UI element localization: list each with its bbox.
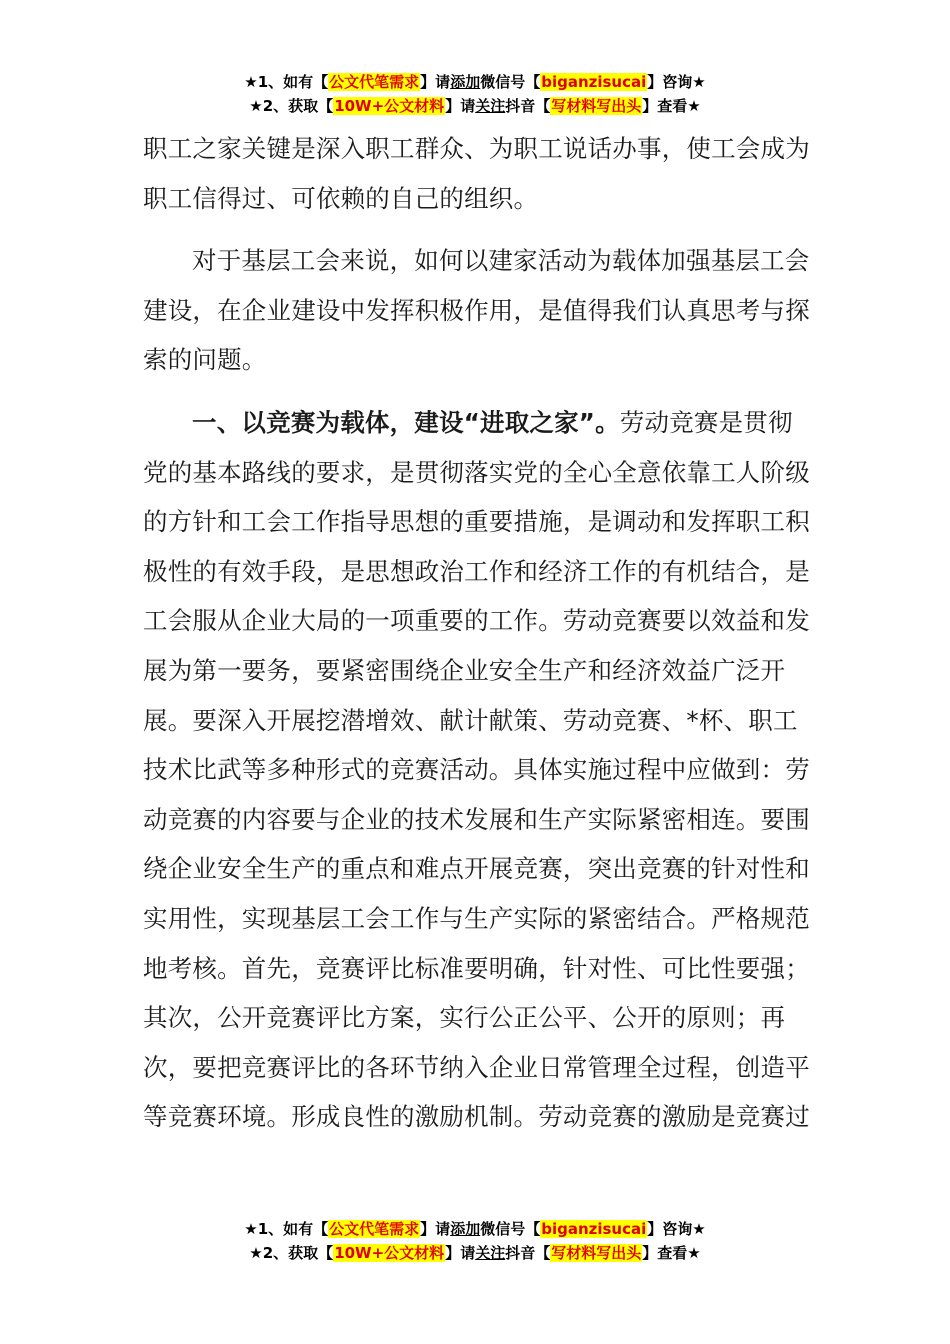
- document-body: [143, 124, 815, 1142]
- highlight-wechat-id: biganzisucai: [541, 73, 647, 91]
- highlight-service: 公文代笔需求: [329, 73, 420, 91]
- paragraph-3: [143, 398, 815, 1142]
- section-heading: 一、以竞赛为载体，建设“进取之家”。: [192, 407, 620, 437]
- header-banner: [0, 70, 950, 118]
- highlight-service: 公文代笔需求: [329, 1220, 420, 1238]
- highlight-wechat-id: biganzisucai: [541, 1220, 647, 1238]
- banner-line-1: ★1、如有【公文代笔需求】请添加微信号【biganzisucai】咨询★: [244, 73, 706, 91]
- banner-line-2: ★2、获取【10W+公文材料】请关注抖音【写材料写出头】查看★: [249, 97, 701, 115]
- paragraph-1: 职工之家关键是深入职工群众、为职工说话办事，使工会成为职工信得过、可依赖的自己的组织。: [143, 134, 810, 213]
- highlight-douyin: 写材料写出头: [551, 1244, 642, 1262]
- highlight-materials: 10W+公文材料: [334, 97, 445, 115]
- section-body: 劳动竞赛是贯彻党的基本路线的要求，是贯彻落实党的全心全意依靠工人阶级的方针和工会工作指导思想的重要措施，是调动和发挥职工积极性的有效手段，是思想政治工作和经济工作的有机结合，是工会服从企业大局的一项重要的工作。劳动竞赛要以效益和发展为第一要务，要紧密围绕企业安全生产和经济效益广泛开展。要深入开展挖潜增效、献计献策、劳动竞赛、*杯、职工技术比武等多种形式的竞赛活动。具体实施过程中应做到：劳动竞赛的内容要与企业的技术发展和生产实际紧密相连。要围绕企业安全生产的重点和难点开展竞赛，突出竞赛的针对性和实用性，实现基层工会工作与生产实际的紧密结合。严格规范地考核。首先，竞赛评比标准要明确，针对性、可比性要强；其次，公开竞赛评比方案，实行公正公平、公开的原则；再次，要把竞赛评比的各环节纳入企业日常管理全过程，创造平等竞赛环境。形成良性的激励机制。劳动竞赛的激励是竞赛过: [143, 407, 810, 1132]
- footer-banner: [0, 1217, 950, 1265]
- paragraph-2: 对于基层工会来说，如何以建家活动为载体加强基层工会建设，在企业建设中发挥积极作用，是值得我们认真思考与探索的问题。: [143, 246, 810, 375]
- banner-line-1: ★1、如有【公文代笔需求】请添加微信号【biganzisucai】咨询★: [244, 1220, 706, 1238]
- highlight-douyin: 写材料写出头: [551, 97, 642, 115]
- highlight-materials: 10W+公文材料: [334, 1244, 445, 1262]
- banner-line-2: ★2、获取【10W+公文材料】请关注抖音【写材料写出头】查看★: [249, 1244, 701, 1262]
